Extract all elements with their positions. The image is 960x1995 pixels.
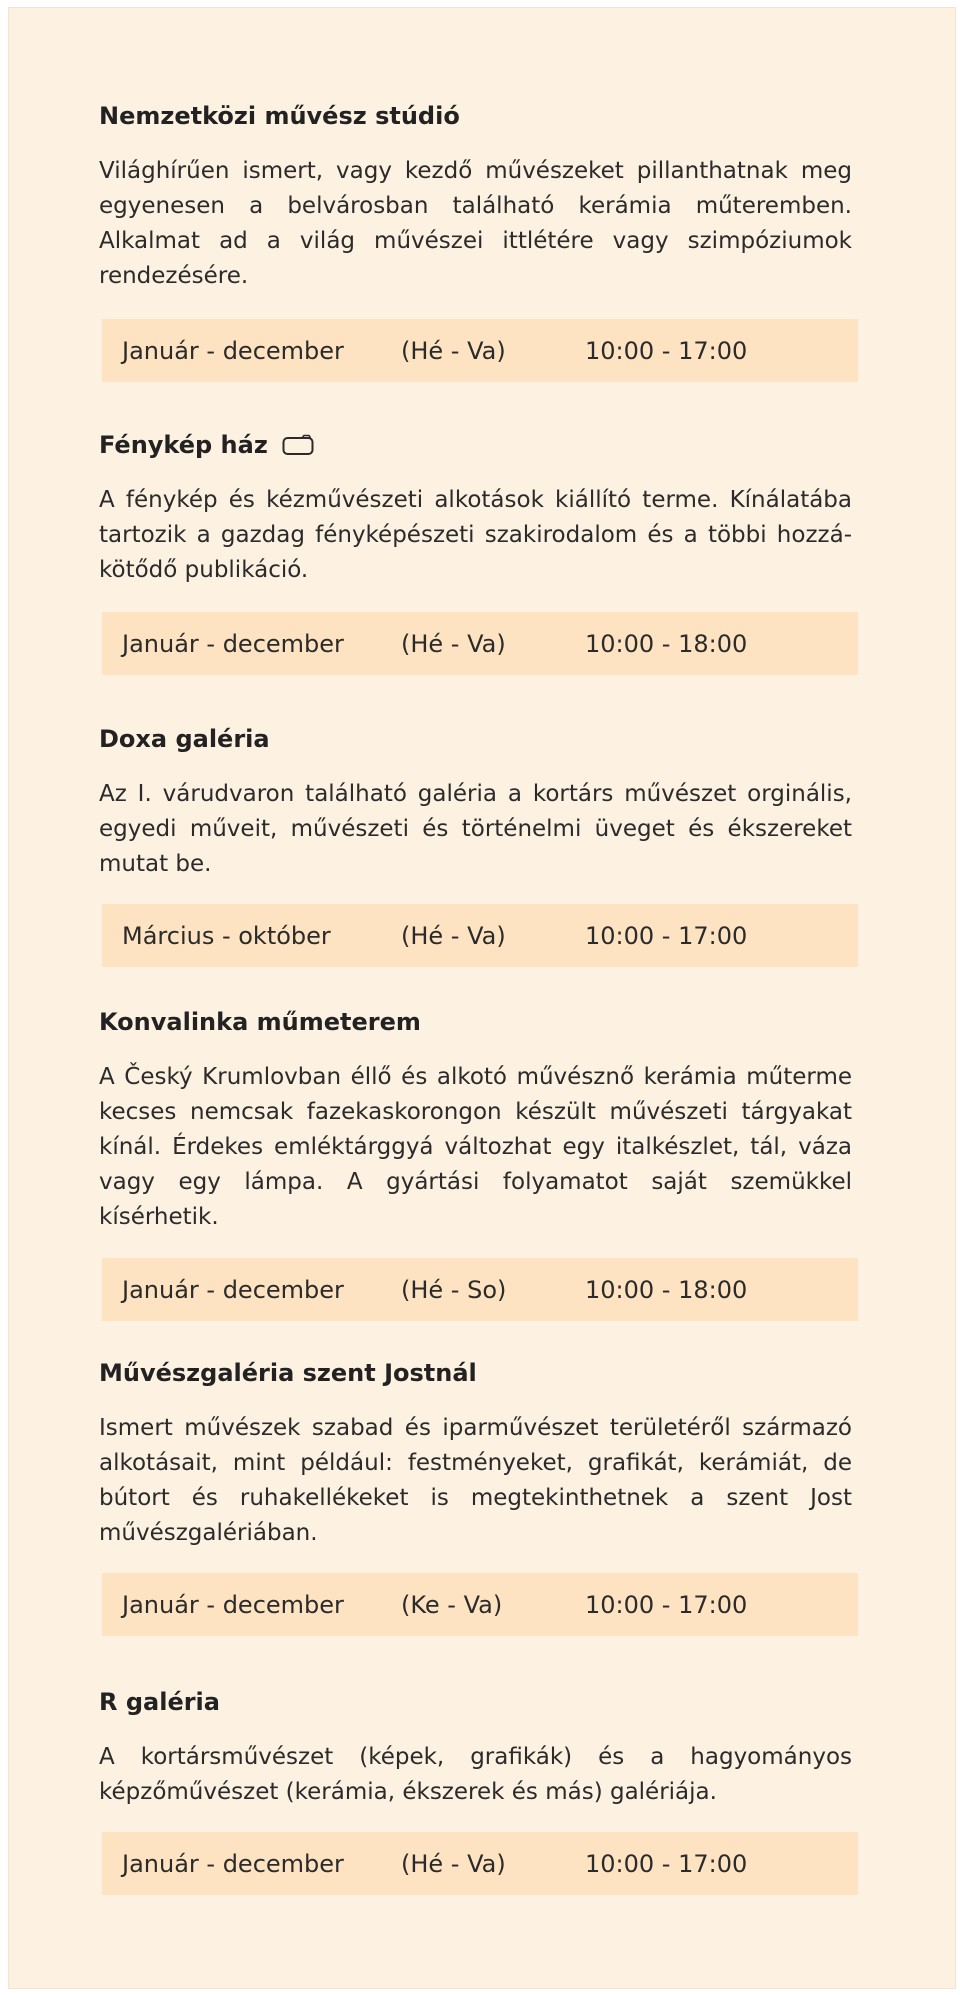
hours-time: 10:00 - 18:00 — [585, 629, 748, 658]
entry-description: Ismert művészek szabad és iparművészet területéről származó alkotásait, mint például: festményeket, grafikát, kerámiát, de bútort és ruhakellékeket is megtekinthetnek a szent Jost művészgalériában. — [99, 1415, 852, 1546]
hours-months: Január - december — [122, 336, 344, 365]
hours-days: (Hé - Va) — [401, 1849, 506, 1878]
hours-time: 10:00 - 17:00 — [585, 336, 748, 365]
entry-muveszgaleria-szent-jostnal — [99, 1357, 852, 1551]
entry-title: Művészgaléria szent Jostnál — [99, 1359, 477, 1387]
hours-months: Január - december — [122, 1275, 344, 1304]
hours-days: (Hé - Va) — [401, 629, 506, 658]
hours-time: 10:00 - 17:00 — [585, 1590, 748, 1619]
hours-months: Január - december — [122, 1849, 344, 1878]
opening-hours-bar — [102, 1573, 858, 1636]
opening-hours-bar — [102, 904, 858, 967]
hours-days: (Hé - Va) — [401, 336, 506, 365]
entry-description: A kortársművészet (képek, grafikák) és a hagyományos képzőművészet (kerámia, ékszerek és más) galériája. — [99, 1744, 852, 1805]
entry-description: Világhírűen ismert, vagy kezdő művészeket pillanthatnak meg egyenesen a belvárosban található kerámia műteremben. Alkalmat ad a világ művészei ittlétére vagy szimpóziumok rendezésére. — [99, 158, 852, 289]
hours-months: Március - október — [122, 921, 331, 950]
opening-hours-bar — [102, 319, 858, 382]
hours-days: (Hé - So) — [401, 1275, 507, 1304]
hours-time: 10:00 - 17:00 — [585, 1849, 748, 1878]
hours-time: 10:00 - 18:00 — [585, 1275, 748, 1304]
hours-months: Január - december — [122, 629, 344, 658]
hours-days: (Ke - Va) — [401, 1590, 503, 1619]
opening-hours-bar — [102, 1832, 858, 1895]
entry-title: R galéria — [99, 1688, 220, 1716]
hours-time: 10:00 - 17:00 — [585, 921, 748, 950]
hours-days: (Hé - Va) — [401, 921, 506, 950]
entry-nemzetkozi-muvesz-studio — [99, 100, 852, 294]
opening-hours-bar — [102, 612, 858, 675]
entry-title: Fénykép ház — [99, 429, 852, 461]
entry-title: Konvalinka műmeterem — [99, 1008, 421, 1036]
entry-title: Nemzetközi művész stúdió — [99, 102, 460, 130]
entry-title: Doxa galéria — [99, 725, 270, 753]
entry-r-galeria — [99, 1686, 852, 1810]
opening-hours-bar — [102, 1258, 858, 1321]
entry-konvalinka-mumeterem — [99, 1006, 852, 1235]
hours-months: Január - december — [122, 1590, 344, 1619]
entry-doxa-galeria — [99, 723, 852, 882]
entry-description: A Český Krumlovban éllő és alkotó művésznő kerámia műterme kecses nemcsak fazekaskorongon készült művészeti tárgyakat kínál. Érdekes emléktárggyá változhat egy italkészlet, tál, váza vagy egy lámpa. A gyártási folyamatot saját szemükkel kísérhetik. — [99, 1064, 852, 1230]
entry-description: A fénykép és kézművészeti alkotások kiállító terme. Kínálatába tartozik a gazdag fényképészeti szakirodalom és a többi hozzá-kötődő publikáció. — [99, 487, 852, 583]
entry-description: Az I. várudvaron található galéria a kortárs művészet orginális, egyedi műveit, művészeti és történelmi üveget és ékszereket mutat be. — [99, 781, 852, 877]
entry-fenykep-haz — [99, 429, 852, 588]
camera-icon — [282, 434, 314, 456]
